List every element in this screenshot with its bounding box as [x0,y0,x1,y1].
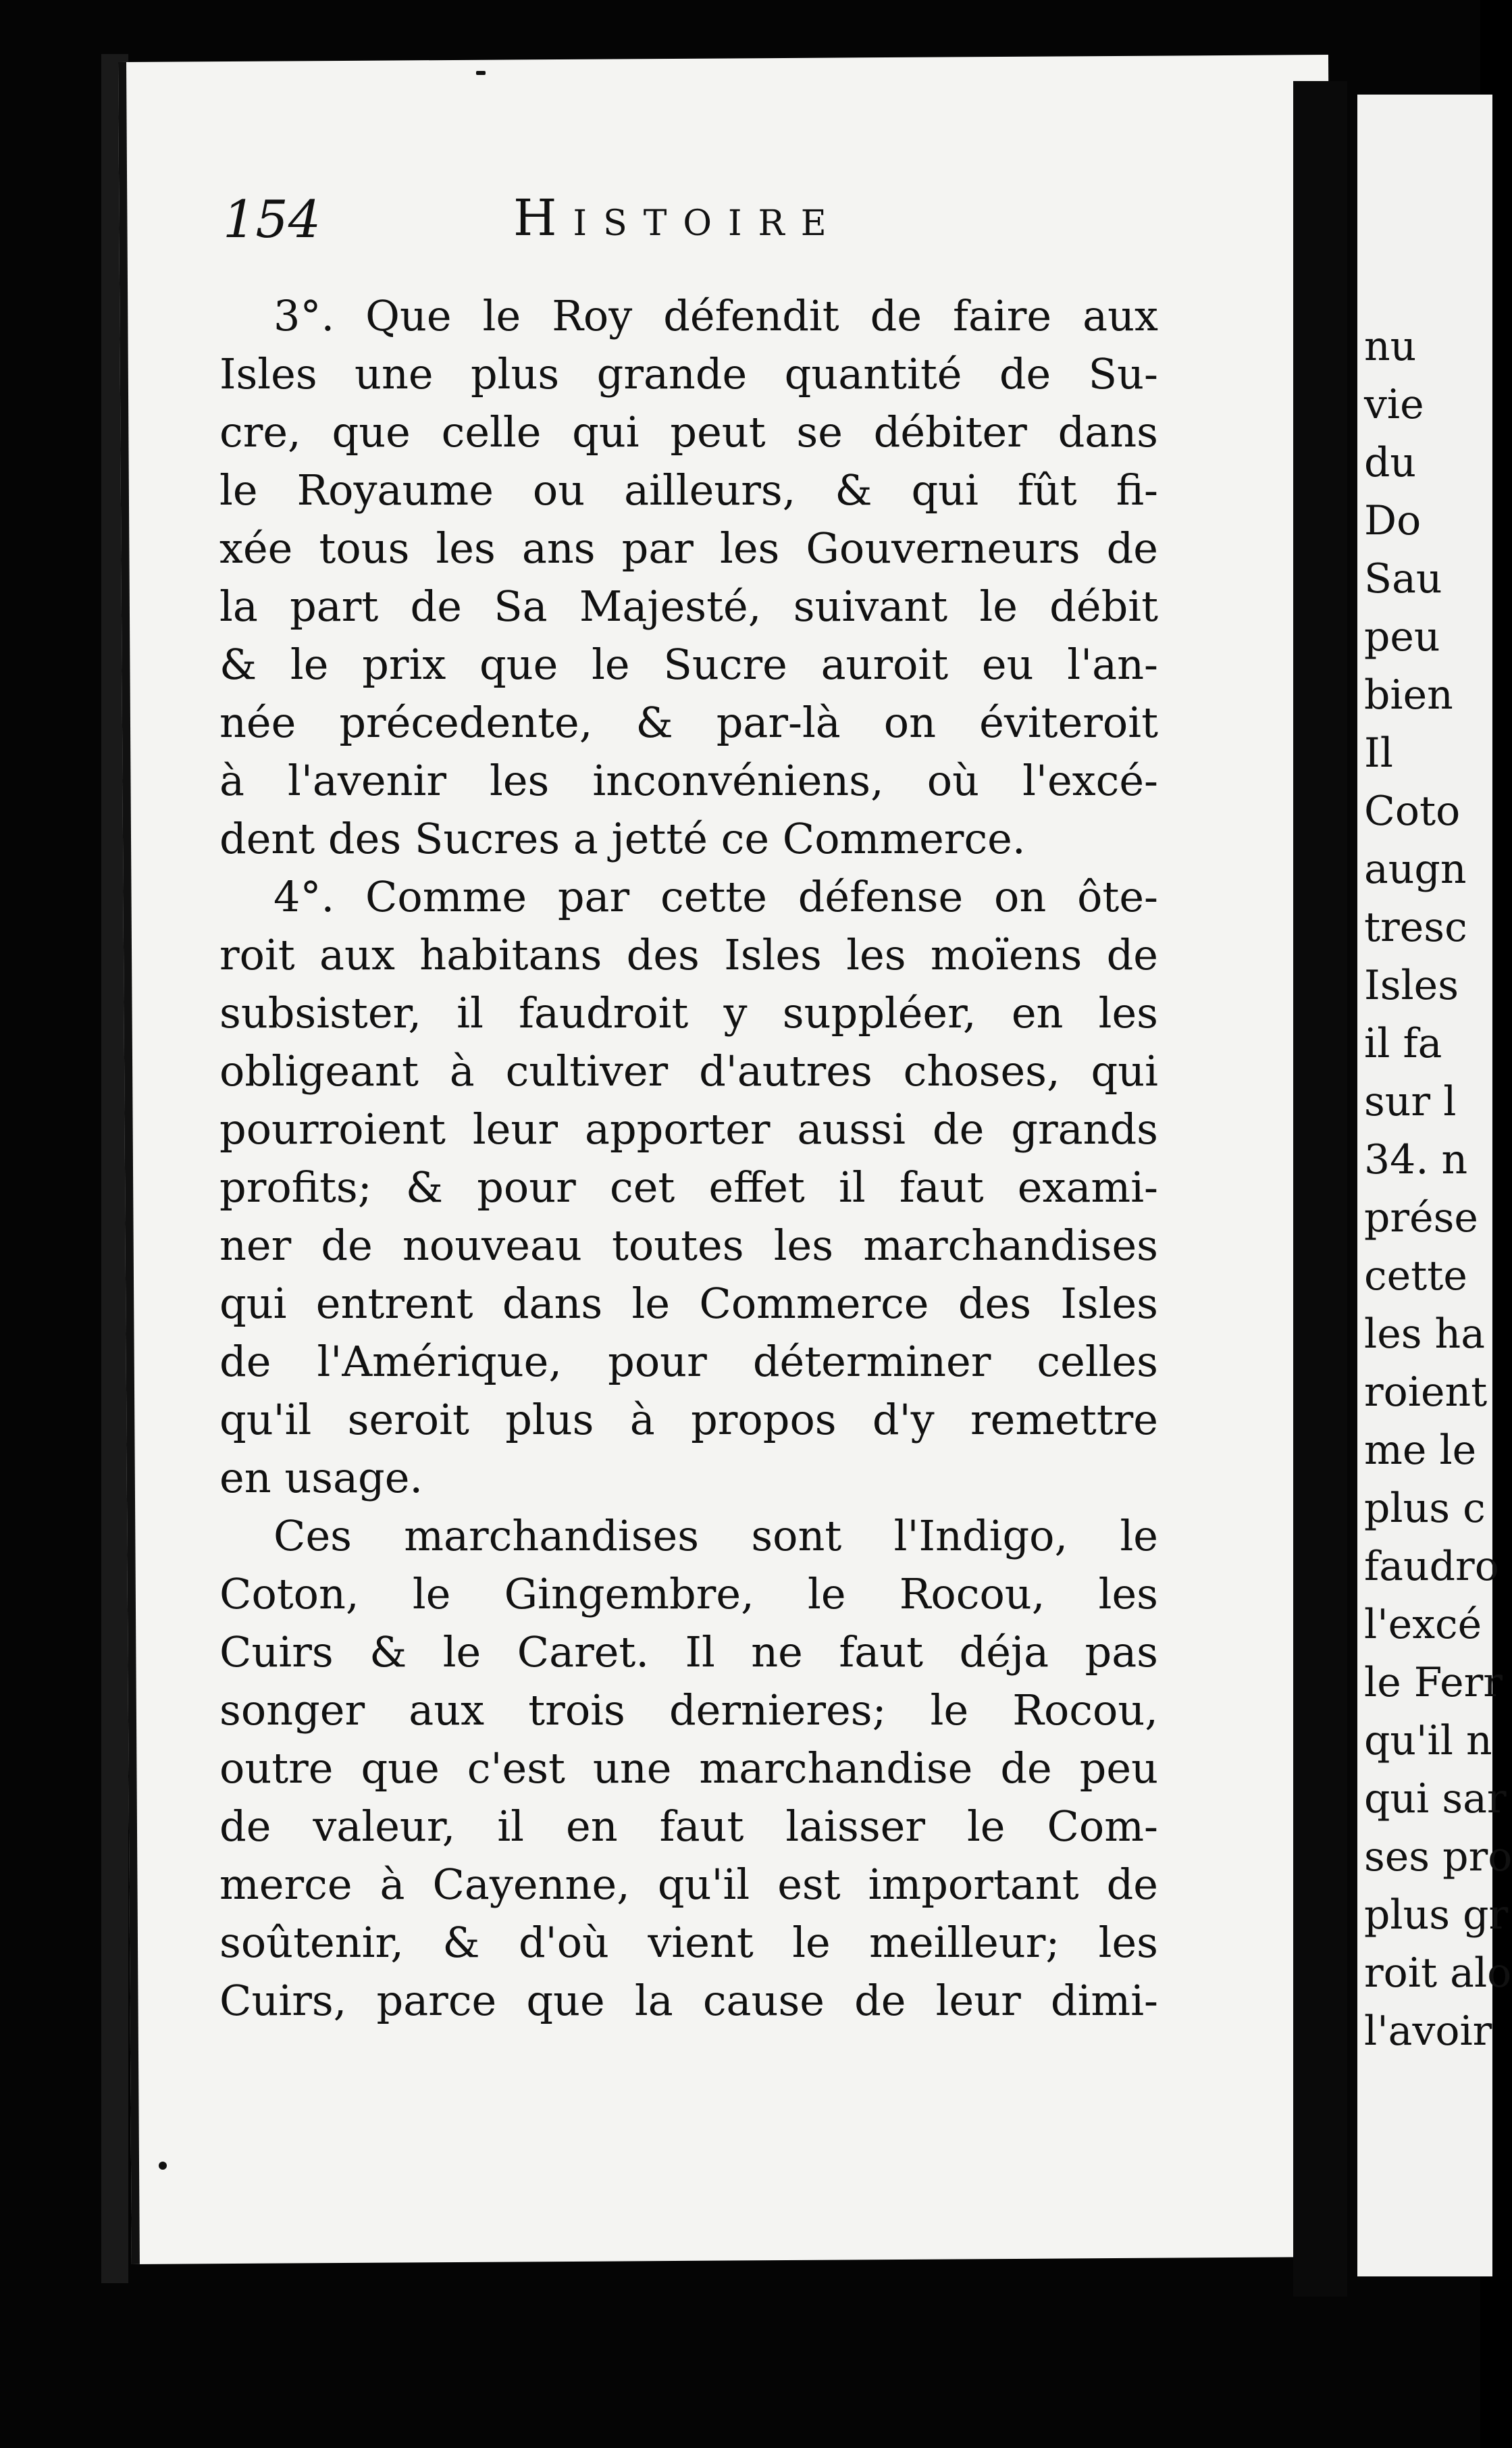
text-line: xée tous les ans par les Gouverneurs de [219,524,1158,573]
right-page-fragment [1357,95,1512,2276]
text-line: qui sar [1364,1775,1507,1822]
text-line: augn [1364,846,1467,893]
text-line: en usage. [219,1453,423,1502]
text-line: outre que c'est une marchandise de peu [219,1743,1158,1793]
text-line: Il [1364,730,1393,777]
text-line: & le prix que le Sucre auroit eu l'an- [219,640,1158,689]
text-line: cette [1364,1252,1467,1300]
text-line: obligeant à cultiver d'autres choses, qui [219,1046,1158,1096]
text-line: subsister, il faudroit y suppléer, en les [219,988,1158,1038]
text-line: roit alo [1364,1949,1512,1997]
text-line: cre, que celle qui peut se débiter dans [219,407,1158,457]
text-line: Do [1364,497,1422,544]
running-head: Histoire [513,189,843,247]
text-line: plus gr [1364,1891,1509,1939]
text-line: nu [1364,323,1417,370]
text-line: du [1364,439,1417,486]
text-line: de valeur, il en faut laisser le Com- [219,1802,1158,1851]
page-number: 154 [223,189,321,249]
text-line: Cuirs, parce que la cause de leur dimi- [219,1976,1158,2025]
text-line: tresc [1364,904,1467,951]
text-line: le Royaume ou ailleurs, & qui fût fi- [219,465,1158,515]
text-line: de l'Amérique, pour déterminer celles [219,1337,1158,1386]
text-line: qu'il seroit plus à propos d'y remettre [219,1395,1158,1444]
ink-speck [476,71,486,75]
page-header [223,189,1033,290]
text-line: merce à Cayenne, qu'il est important de [219,1860,1158,1909]
text-line: qu'il n [1364,1717,1492,1764]
text-line: Sau [1364,555,1442,603]
text-line: 4°. Comme par cette défense on ôte- [273,872,1158,921]
text-line: me le [1364,1427,1477,1474]
text-line: vie [1364,381,1424,428]
right-page-text [1364,317,1512,2060]
text-line: la part de Sa Majesté, suivant le débit [219,582,1158,631]
text-line: soûtenir, & d'où vient le meilleur; les [219,1918,1158,1967]
text-line: sur l [1364,1078,1457,1125]
text-line: prése [1364,1194,1478,1242]
text-line: les ha [1364,1310,1485,1358]
text-line: peu [1364,613,1440,661]
ink-speck [159,2162,167,2170]
text-line: faudro [1364,1543,1499,1590]
book-gutter [1293,81,1347,2297]
text-line: ses pro [1364,1833,1512,1881]
text-line: 3°. Que le Roy défendit de faire aux [273,291,1158,340]
text-line: l'excé [1364,1601,1482,1648]
text-line: née précedente, & par-là on éviteroit [219,698,1158,747]
text-line: songer aux trois dernieres; le Rocou, [219,1685,1158,1735]
text-line: Coto [1364,788,1461,835]
text-line: profits; & pour cet effet il faut exami- [219,1163,1158,1212]
text-line: l'avoir [1364,2008,1492,2055]
text-line: pourroient leur apporter aussi de grands [219,1104,1158,1154]
text-line: Coton, le Gingembre, le Rocou, les [219,1569,1158,1618]
text-line: il fa [1364,1020,1442,1067]
text-line: 34. n [1364,1136,1468,1183]
text-line: Cuirs & le Caret. Il ne faut déja pas [219,1627,1158,1677]
text-line: le Ferr [1364,1659,1503,1706]
text-line: roit aux habitans des Isles les moïens de [219,930,1158,979]
text-line: Isles une plus grande quantité de Su- [219,349,1158,399]
text-line: dent des Sucres a jetté ce Commerce. [219,814,1026,863]
text-line: à l'avenir les inconvéniens, où l'excé- [219,756,1158,805]
text-line: Ces marchandises sont l'Indigo, le [273,1511,1158,1560]
left-page-text [219,287,1158,2030]
text-line: roient [1364,1369,1488,1416]
text-line: Isles [1364,962,1459,1009]
text-line: bien [1364,671,1453,719]
text-line: plus c [1364,1485,1486,1532]
text-line: ner de nouveau toutes les marchandises [219,1221,1158,1270]
text-line: qui entrent dans le Commerce des Isles [219,1279,1158,1328]
